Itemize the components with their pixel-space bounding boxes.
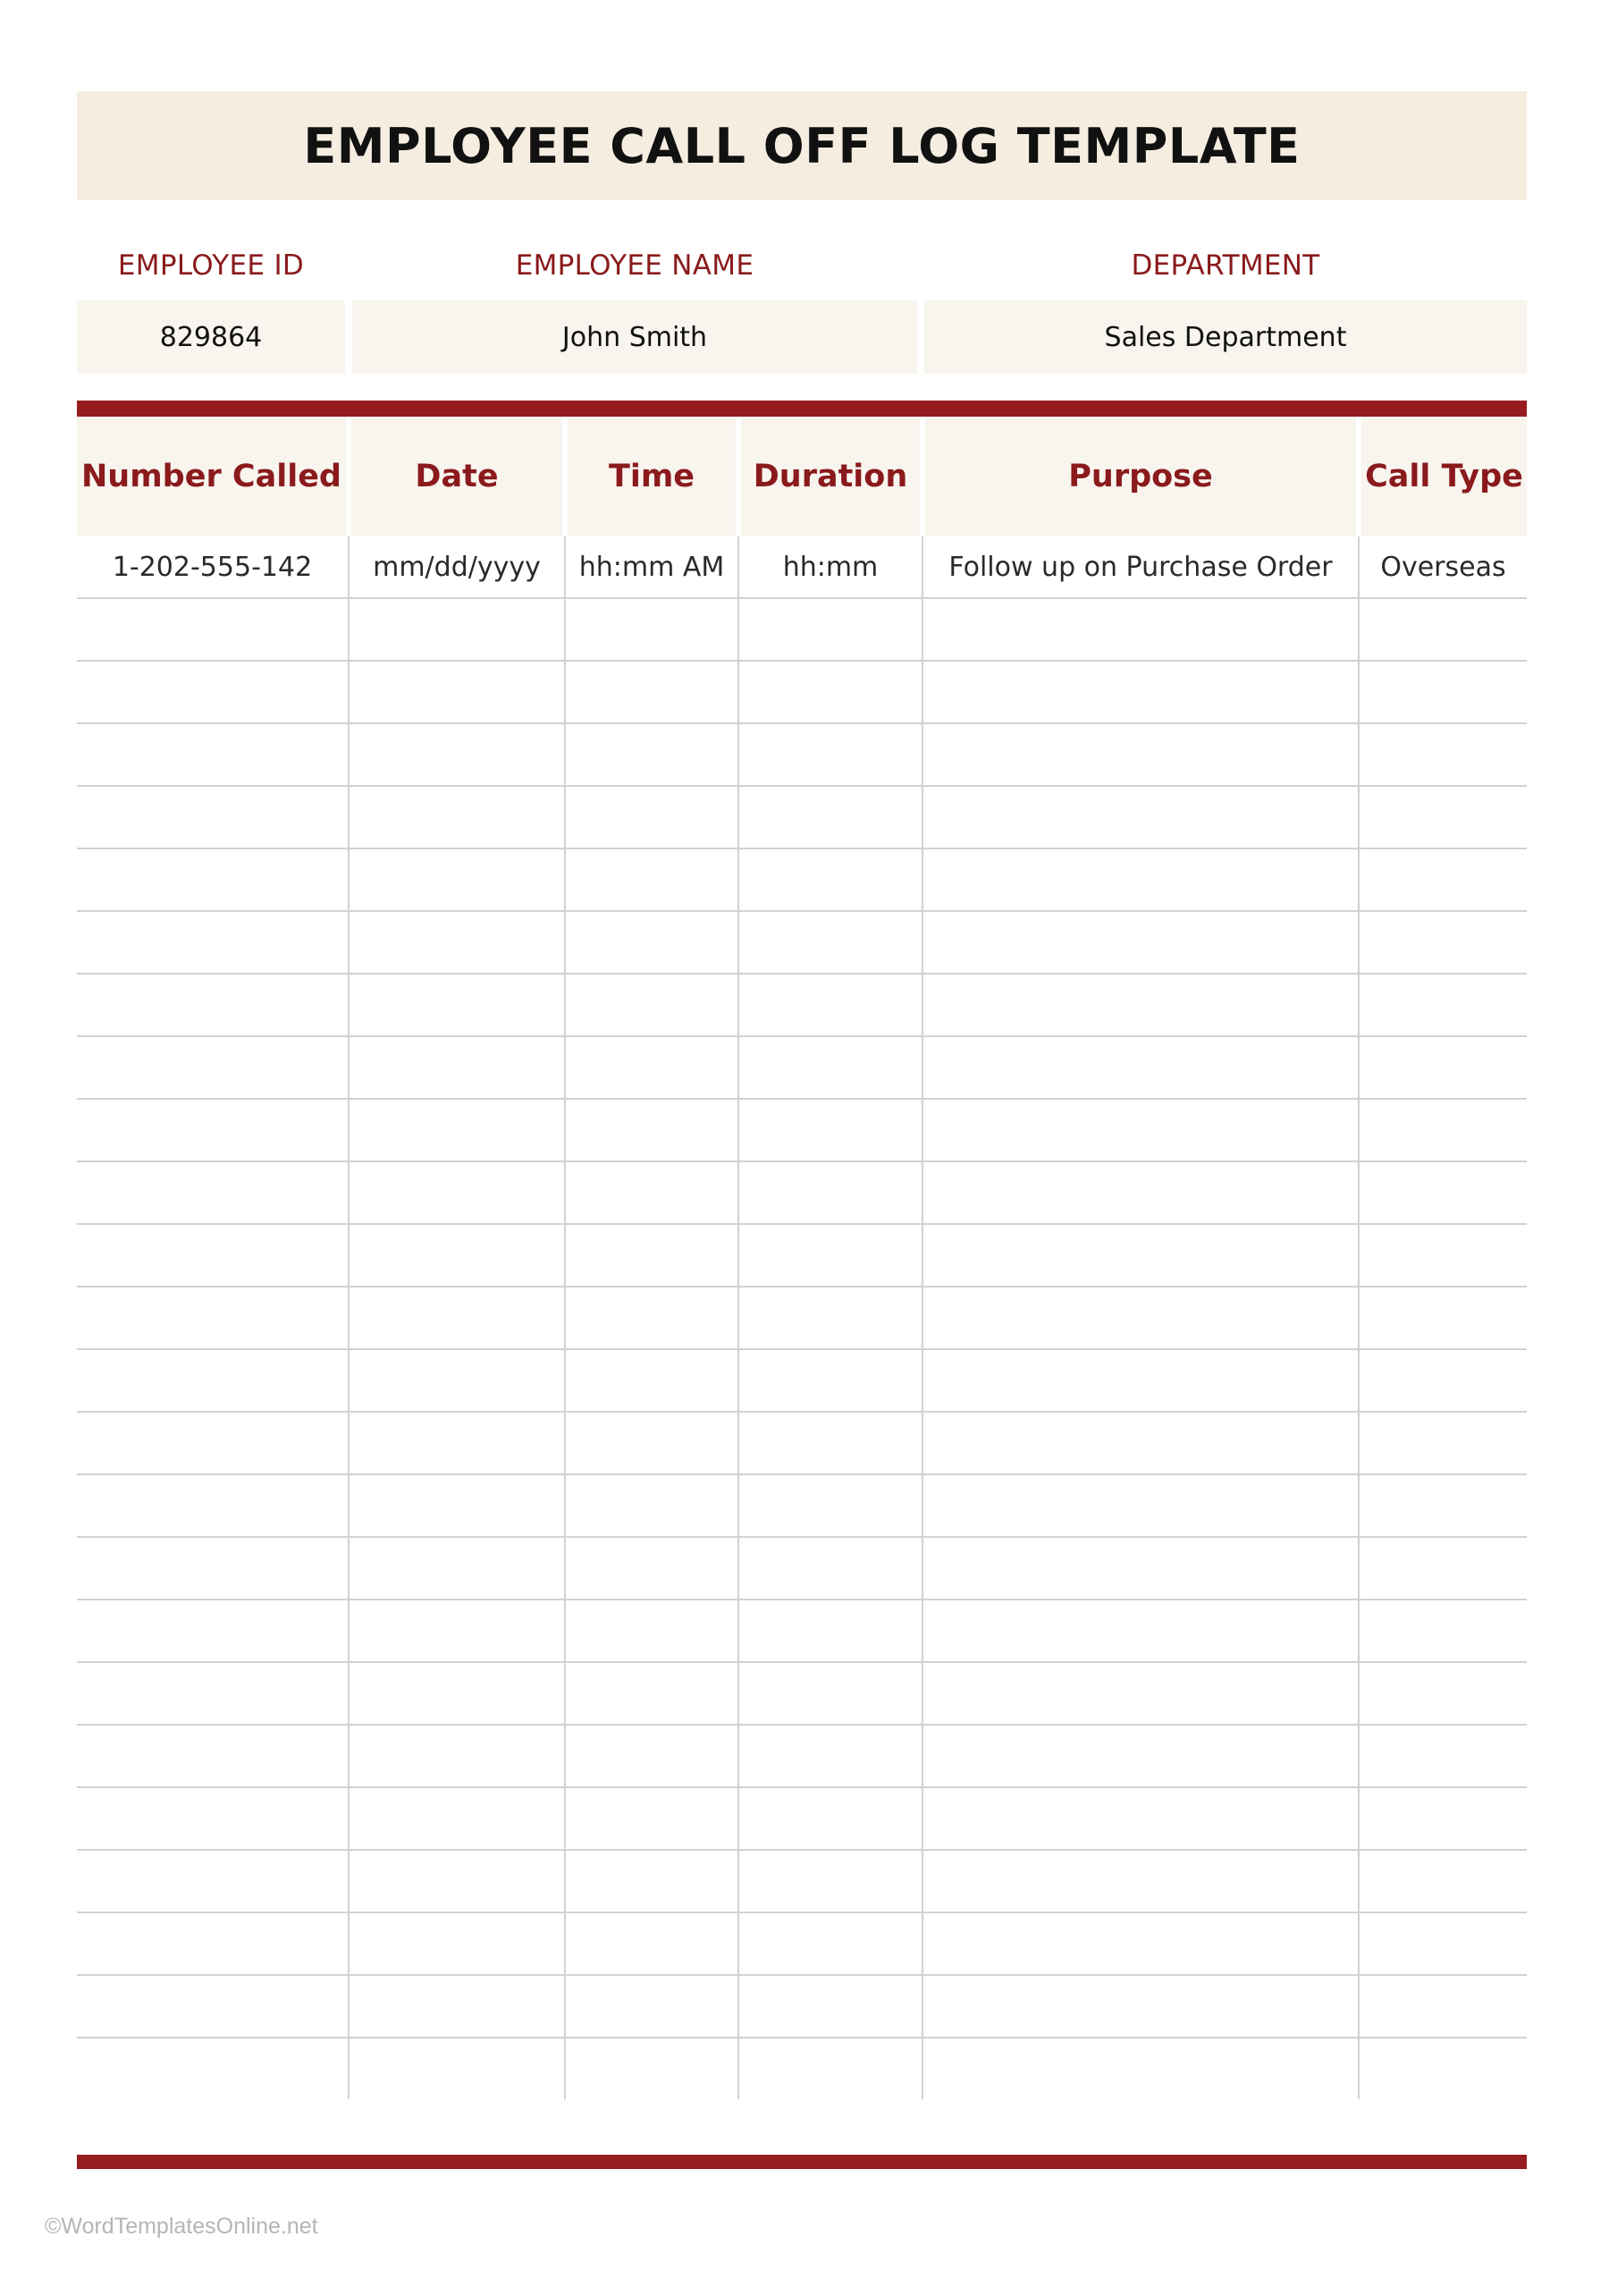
date-cell[interactable] [349,723,565,786]
table-body [77,536,1527,2099]
duration-cell[interactable] [738,1474,922,1537]
duration-cell[interactable] [738,1725,922,1787]
call-type-cell[interactable] [1359,1725,1527,1787]
department-label: DEPARTMENT [1131,249,1320,282]
duration-cell[interactable] [738,1224,922,1287]
time-cell[interactable] [565,1099,738,1161]
table-row [77,848,1527,911]
table-row [77,1725,1527,1787]
number-called-cell[interactable] [77,1725,349,1787]
purpose-cell[interactable] [922,1349,1359,1412]
time-cell[interactable] [565,1725,738,1787]
table-row [77,1537,1527,1600]
purpose-cell[interactable] [922,1662,1359,1725]
duration-cell[interactable] [738,1662,922,1725]
duration-cell[interactable] [738,1912,922,1975]
call-type-cell[interactable] [1359,1600,1527,1662]
time-cell[interactable] [565,1412,738,1474]
date-cell[interactable] [349,1537,565,1600]
date-cell[interactable] [349,1224,565,1287]
purpose-header: Purpose [922,417,1359,536]
time-cell[interactable] [565,786,738,848]
date-cell[interactable] [349,661,565,723]
call-type-cell[interactable] [1359,786,1527,848]
time-cell[interactable] [565,1287,738,1349]
duration-cell[interactable] [738,786,922,848]
table-row [77,911,1527,974]
duration-cell[interactable] [738,1787,922,1850]
purpose-cell[interactable] [922,1474,1359,1537]
table-row [77,1662,1527,1725]
duration-cell[interactable] [738,1975,922,2038]
time-cell[interactable] [565,1537,738,1600]
call-type-cell[interactable] [1359,1474,1527,1537]
call-type-cell[interactable] [1359,1787,1527,1850]
date-cell[interactable] [349,1725,565,1787]
number-called-cell[interactable] [77,1975,349,2038]
number-called-cell[interactable] [77,1850,349,1912]
table-row [77,1287,1527,1349]
duration-cell[interactable] [738,974,922,1036]
date-cell[interactable] [349,1412,565,1474]
number-called-cell[interactable] [77,598,349,661]
duration-cell[interactable] [738,1349,922,1412]
purpose-cell[interactable] [922,1725,1359,1787]
number-called-cell[interactable] [77,1224,349,1287]
number-called-cell[interactable] [77,1912,349,1975]
date-cell[interactable] [349,1912,565,1975]
duration-cell[interactable] [738,1600,922,1662]
purpose-cell[interactable] [922,1912,1359,1975]
call-type-cell[interactable] [1359,598,1527,661]
call-type-cell[interactable] [1359,1287,1527,1349]
date-cell[interactable]: mm/dd/yyyy [349,536,565,598]
number-called-cell[interactable] [77,1412,349,1474]
duration-cell[interactable] [738,911,922,974]
time-cell[interactable] [565,911,738,974]
number-called-cell[interactable] [77,1474,349,1537]
title-banner [77,91,1527,200]
call-type-cell[interactable] [1359,723,1527,786]
table-row [77,1850,1527,1912]
number-called-cell[interactable] [77,1287,349,1349]
purpose-cell[interactable] [922,1224,1359,1287]
number-called-cell[interactable]: 1-202-555-142 [77,536,349,598]
purpose-cell[interactable] [922,723,1359,786]
purpose-cell[interactable] [922,1600,1359,1662]
purpose-cell[interactable] [922,1537,1359,1600]
purpose-cell[interactable] [922,1287,1359,1349]
duration-cell[interactable] [738,1412,922,1474]
duration-cell[interactable] [738,1161,922,1224]
time-cell[interactable] [565,1600,738,1662]
time-header: Time [565,417,738,536]
table-row [77,2038,1527,2099]
purpose-cell[interactable] [922,974,1359,1036]
time-cell[interactable] [565,1474,738,1537]
number-called-cell[interactable] [77,1600,349,1662]
table-row [77,1975,1527,2038]
duration-cell[interactable] [738,1537,922,1600]
duration-cell[interactable] [738,2038,922,2099]
duration-cell[interactable] [738,1036,922,1099]
purpose-cell[interactable] [922,2038,1359,2099]
purpose-cell[interactable] [922,1850,1359,1912]
time-cell[interactable] [565,1850,738,1912]
number-called-cell[interactable] [77,1036,349,1099]
employee-id-field[interactable]: 829864 [77,300,345,374]
date-cell[interactable] [349,848,565,911]
duration-cell[interactable] [738,848,922,911]
table-row [77,974,1527,1036]
purpose-cell[interactable] [922,1787,1359,1850]
number-called-cell[interactable] [77,974,349,1036]
time-cell[interactable] [565,974,738,1036]
table-row [77,1474,1527,1537]
purpose-cell[interactable] [922,1099,1359,1161]
time-cell[interactable] [565,1912,738,1975]
purpose-cell[interactable] [922,1412,1359,1474]
table-row [77,1787,1527,1850]
number-called-cell[interactable] [77,1662,349,1725]
call-type-cell[interactable] [1359,1412,1527,1474]
table-row [77,536,1527,598]
date-cell[interactable] [349,1287,565,1349]
time-cell[interactable] [565,1787,738,1850]
employee-name-label: EMPLOYEE NAME [515,249,754,282]
date-cell[interactable] [349,1662,565,1725]
number-called-cell[interactable] [77,661,349,723]
table-bottom-rule [77,2155,1527,2169]
call-type-cell[interactable] [1359,1349,1527,1412]
table-row [77,1161,1527,1224]
call-type-cell[interactable] [1359,661,1527,723]
call-type-cell[interactable] [1359,1224,1527,1287]
date-cell[interactable] [349,1036,565,1099]
purpose-cell[interactable]: Follow up on Purchase Order [922,536,1359,598]
table-row [77,1224,1527,1287]
call-type-cell[interactable] [1359,1161,1527,1224]
time-cell[interactable] [565,1036,738,1099]
time-cell[interactable] [565,598,738,661]
employee-id-label: EMPLOYEE ID [117,249,305,282]
purpose-cell[interactable] [922,1036,1359,1099]
date-cell[interactable] [349,1975,565,2038]
date-cell[interactable] [349,1349,565,1412]
table-row [77,786,1527,848]
time-cell[interactable] [565,1349,738,1412]
time-cell[interactable] [565,1662,738,1725]
table-row [77,1349,1527,1412]
department-field[interactable]: Sales Department [924,300,1527,374]
time-cell[interactable]: hh:mm AM [565,536,738,598]
call-type-cell[interactable] [1359,848,1527,911]
time-cell[interactable] [565,1224,738,1287]
date-header: Date [349,417,565,536]
purpose-cell[interactable] [922,1975,1359,2038]
call-log-table [77,417,1527,2099]
date-cell[interactable] [349,598,565,661]
call-type-cell[interactable] [1359,1912,1527,1975]
call-type-cell[interactable] [1359,1850,1527,1912]
duration-cell[interactable] [738,598,922,661]
table-header-row [77,417,1527,536]
call-type-cell[interactable] [1359,1537,1527,1600]
date-cell[interactable] [349,786,565,848]
employee-name-field[interactable]: John Smith [352,300,917,374]
call-type-cell[interactable] [1359,974,1527,1036]
date-cell[interactable] [349,2038,565,2099]
number-called-cell[interactable] [77,723,349,786]
table-top-rule [77,401,1527,417]
date-cell[interactable] [349,1600,565,1662]
number-called-cell[interactable] [77,911,349,974]
time-cell[interactable] [565,661,738,723]
purpose-cell[interactable] [922,786,1359,848]
call-type-header: Call Type [1359,417,1527,536]
number-called-cell[interactable] [77,1537,349,1600]
call-type-cell[interactable] [1359,1036,1527,1099]
purpose-cell[interactable] [922,1161,1359,1224]
time-cell[interactable] [565,1161,738,1224]
purpose-cell[interactable] [922,598,1359,661]
call-type-cell[interactable] [1359,1975,1527,2038]
number-called-cell[interactable] [77,1787,349,1850]
call-type-cell[interactable]: Overseas [1359,536,1527,598]
date-cell[interactable] [349,911,565,974]
duration-cell[interactable] [738,723,922,786]
number-called-cell[interactable] [77,786,349,848]
purpose-cell[interactable] [922,848,1359,911]
table-row [77,723,1527,786]
table-row [77,598,1527,661]
date-cell[interactable] [349,1161,565,1224]
number-called-cell[interactable] [77,1161,349,1224]
table-row [77,1099,1527,1161]
call-type-cell[interactable] [1359,911,1527,974]
duration-cell[interactable] [738,1099,922,1161]
table-row [77,1912,1527,1975]
duration-header: Duration [738,417,922,536]
number-called-header: Number Called [77,417,349,536]
table-row [77,1412,1527,1474]
watermark: ©WordTemplatesOnline.net [45,2214,318,2239]
purpose-cell[interactable] [922,911,1359,974]
duration-cell[interactable]: hh:mm [738,536,922,598]
duration-cell[interactable] [738,661,922,723]
table-row [77,661,1527,723]
call-type-cell[interactable] [1359,2038,1527,2099]
time-cell[interactable] [565,723,738,786]
date-cell[interactable] [349,1474,565,1537]
table-row [77,1036,1527,1099]
date-cell[interactable] [349,974,565,1036]
call-type-cell[interactable] [1359,1099,1527,1161]
purpose-cell[interactable] [922,661,1359,723]
date-cell[interactable] [349,1787,565,1850]
call-type-cell[interactable] [1359,1662,1527,1725]
number-called-cell[interactable] [77,1099,349,1161]
time-cell[interactable] [565,848,738,911]
duration-cell[interactable] [738,1287,922,1349]
number-called-cell[interactable] [77,2038,349,2099]
date-cell[interactable] [349,1099,565,1161]
duration-cell[interactable] [738,1850,922,1912]
time-cell[interactable] [565,1975,738,2038]
table-row [77,1600,1527,1662]
document-title: EMPLOYEE CALL OFF LOG TEMPLATE [303,117,1301,174]
time-cell[interactable] [565,2038,738,2099]
number-called-cell[interactable] [77,1349,349,1412]
date-cell[interactable] [349,1850,565,1912]
number-called-cell[interactable] [77,848,349,911]
